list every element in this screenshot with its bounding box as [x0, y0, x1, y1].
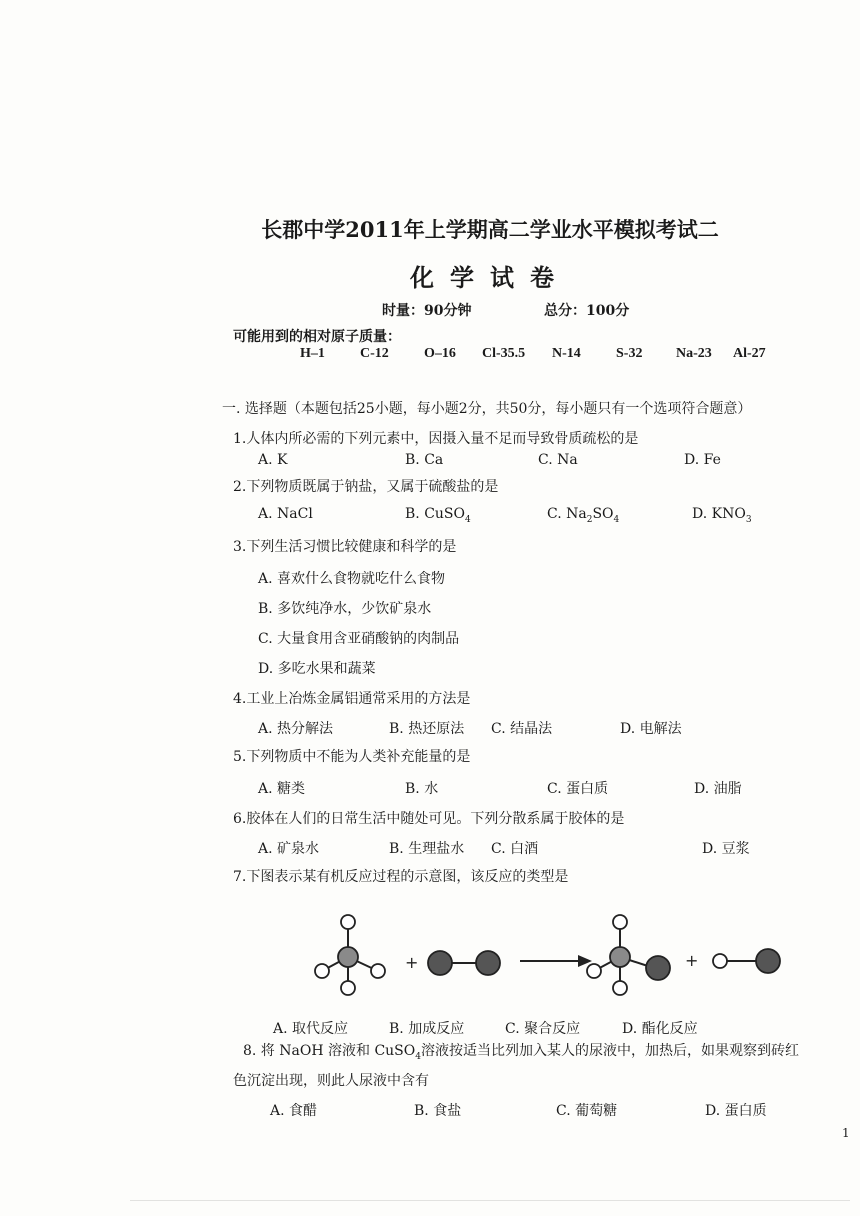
q1-option-a: A. K — [258, 452, 288, 468]
q7-option-d: D. 酯化反应 — [622, 1021, 698, 1037]
q5-option-c: C. 蛋白质 — [547, 781, 609, 797]
atomic-mass-al: Al-27 — [733, 346, 766, 361]
atomic-mass-label: 可能用到的相对原子质量： — [233, 329, 401, 345]
exam-subject-title: 化学试卷 — [410, 263, 570, 292]
page-title: 长郡中学2011年上学期高二学业水平模拟考试二 — [261, 217, 719, 242]
q8-option-c: C. 葡萄糖 — [556, 1103, 618, 1119]
question-3: 3.下列生活习惯比较健康和科学的是 — [233, 539, 457, 555]
q4-option-c: C. 结晶法 — [491, 721, 553, 737]
page-bottom-rule — [130, 1200, 850, 1201]
question-7: 7.下图表示某有机反应过程的示意图，该反应的类型是 — [233, 869, 569, 885]
question-8-sub: 4 — [415, 1051, 421, 1062]
question-8 — [243, 1040, 799, 1062]
q8-option-d: D. 蛋白质 — [705, 1103, 767, 1119]
q3-option-b: B. 多饮纯净水，少饮矿泉水 — [258, 601, 432, 617]
q2-option-d — [692, 506, 752, 525]
q2-option-b-text: B. CuSO — [405, 506, 465, 522]
q2-option-c — [547, 506, 619, 525]
q6-option-c: C. 白酒 — [491, 841, 539, 857]
q2-option-c-sub1: 2 — [586, 514, 593, 525]
q2-option-c-text: C. Na — [547, 506, 587, 522]
q1-option-b: B. Ca — [405, 452, 444, 468]
atomic-mass-o: O–16 — [424, 346, 456, 361]
question-1: 1.人体内所必需的下列元素中，因摄入量不足而导致骨质疏松的是 — [233, 431, 639, 447]
question-2: 2.下列物质既属于钠盐，又属于硫酸盐的是 — [233, 479, 499, 495]
page-number: 1 — [842, 1126, 850, 1140]
plus-sign-2: + — [685, 951, 699, 970]
q4-option-d: D. 电解法 — [620, 721, 682, 737]
q2-option-c-text2: SO — [592, 506, 614, 522]
question-6: 6.胶体在人们的日常生活中随处可见。下列分散系属于胶体的是 — [233, 811, 625, 827]
q3-option-a: A. 喜欢什么食物就吃什么食物 — [258, 571, 446, 587]
q3-option-c: C. 大量食用含亚硝酸钠的肉制品 — [258, 631, 460, 647]
q8-option-a: A. 食醋 — [270, 1103, 318, 1119]
q7-option-c: C. 聚合反应 — [505, 1021, 581, 1037]
q2-option-b — [405, 506, 471, 525]
q2-option-d-sub: 3 — [745, 514, 752, 525]
q3-option-d: D. 多吃水果和蔬菜 — [258, 661, 376, 677]
q6-option-a: A. 矿泉水 — [258, 841, 320, 857]
question-8-line2: 色沉淀出现，则此人尿液中含有 — [233, 1073, 429, 1089]
section-heading: 一. 选择题（本题包括25小题，每小题2分，共50分，每小题只有一个选项符合题意） — [222, 401, 752, 417]
q5-option-d: D. 油脂 — [694, 781, 742, 797]
q1-option-d: D. Fe — [684, 452, 721, 468]
q2-option-b-sub: 4 — [465, 514, 471, 525]
atomic-mass-n: N-14 — [552, 346, 581, 361]
q6-option-b: B. 生理盐水 — [389, 841, 465, 857]
q2-option-c-sub2: 4 — [613, 514, 620, 525]
atomic-mass-s: S-32 — [616, 346, 643, 361]
q2-option-a: A. NaCl — [258, 506, 313, 522]
q8-option-b: B. 食盐 — [414, 1103, 462, 1119]
reaction-diagram — [300, 900, 790, 1008]
q1-option-c: C. Na — [538, 452, 578, 468]
total-score: 总分：100分 — [544, 303, 630, 319]
question-5: 5.下列物质中不能为人类补充能量的是 — [233, 749, 471, 765]
question-4: 4.工业上冶炼金属铝通常采用的方法是 — [233, 691, 471, 707]
atomic-mass-cl: Cl-35.5 — [482, 346, 526, 361]
q7-option-a: A. 取代反应 — [273, 1021, 349, 1037]
atomic-mass-na: Na-23 — [676, 346, 712, 361]
question-8-text-cont: 溶液按适当比列加入某人的尿液中，加热后，如果观察到砖红 — [420, 1043, 799, 1059]
atomic-mass-c: C-12 — [360, 346, 389, 361]
plus-sign-1: + — [405, 953, 419, 972]
q5-option-a: A. 糖类 — [258, 781, 306, 797]
q7-option-b: B. 加成反应 — [389, 1021, 465, 1037]
q4-option-b: B. 热还原法 — [389, 721, 465, 737]
q2-option-d-text: D. KNO — [692, 506, 746, 522]
q5-option-b: B. 水 — [405, 781, 439, 797]
atomic-mass-h: H–1 — [300, 346, 325, 361]
time-limit: 时量：90分钟 — [382, 303, 472, 319]
q6-option-d: D. 豆浆 — [702, 841, 750, 857]
q4-option-a: A. 热分解法 — [258, 721, 334, 737]
question-8-text: 8. 将 NaOH 溶液和 CuSO — [243, 1043, 416, 1059]
